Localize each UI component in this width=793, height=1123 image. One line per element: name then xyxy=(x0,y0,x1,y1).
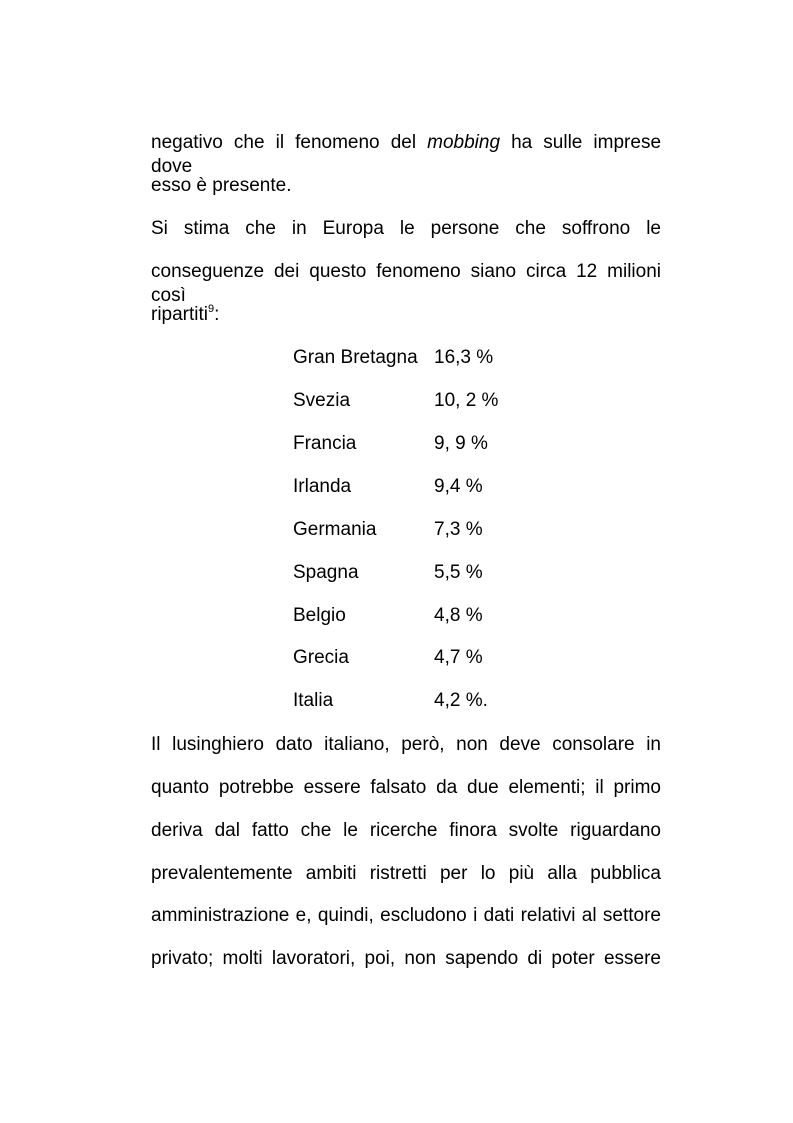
paragraph-2-line-1: Si stima che in Europa le persone che soffrono le xyxy=(151,218,661,239)
country-name: Grecia xyxy=(293,647,349,668)
paragraph-3-line-5: amministrazione e, quindi, escludono i dati relativi al settore xyxy=(151,905,661,926)
paragraph-2-colon: : xyxy=(214,304,220,325)
paragraph-3-line-1: Il lusinghiero dato italiano, però, non deve consolare in xyxy=(151,734,661,755)
country-percent: 9, 9 % xyxy=(434,433,488,454)
country-percent: 16,3 % xyxy=(434,347,494,368)
country-percent: 10, 2 % xyxy=(434,390,499,411)
country-name: Svezia xyxy=(293,390,351,411)
country-name: Italia xyxy=(293,690,334,711)
country-name: Irlanda xyxy=(293,476,352,497)
paragraph-1-line-1 xyxy=(151,131,662,177)
country-percent: 7,3 % xyxy=(434,519,483,540)
country-name: Belgio xyxy=(293,605,346,626)
paragraph-3-line-2: quanto potrebbe essere falsato da due elementi; il primo xyxy=(151,777,661,798)
footnote-reference[interactable]: 9 xyxy=(208,303,215,315)
paragraph-2-line-3 xyxy=(151,303,661,327)
country-name: Germania xyxy=(293,519,377,540)
paragraph-1-line-1-start: negativo che il fenomeno del xyxy=(151,132,428,153)
emphasis-mobbing: mobbing xyxy=(427,132,501,153)
country-name: Gran Bretagna xyxy=(293,347,418,368)
country-percent: 5,5 % xyxy=(434,562,483,583)
paragraph-3-line-4: prevalentemente ambiti ristretti per lo più alla pubblica xyxy=(151,863,661,884)
paragraph-1-line-1-end: ha sulle imprese dove xyxy=(151,132,662,177)
paragraph-1-line-2: esso è presente. xyxy=(151,175,292,196)
paragraph-2-line-3-text: ripartiti xyxy=(151,304,209,325)
country-percent: 4,2 %. xyxy=(434,690,488,711)
paragraph-2-line-2: conseguenze dei questo fenomeno siano circa 12 milioni così xyxy=(151,261,661,306)
country-name: Francia xyxy=(293,433,357,454)
country-percent: 9,4 % xyxy=(434,476,483,497)
country-name: Spagna xyxy=(293,562,359,583)
paragraph-3-line-6: privato; molti lavoratori, poi, non sapendo di poter essere xyxy=(151,948,661,969)
paragraph-3-line-3: deriva dal fatto che le ricerche finora svolte riguardano xyxy=(151,820,661,841)
country-percent: 4,7 % xyxy=(434,647,483,668)
country-percent: 4,8 % xyxy=(434,605,483,626)
